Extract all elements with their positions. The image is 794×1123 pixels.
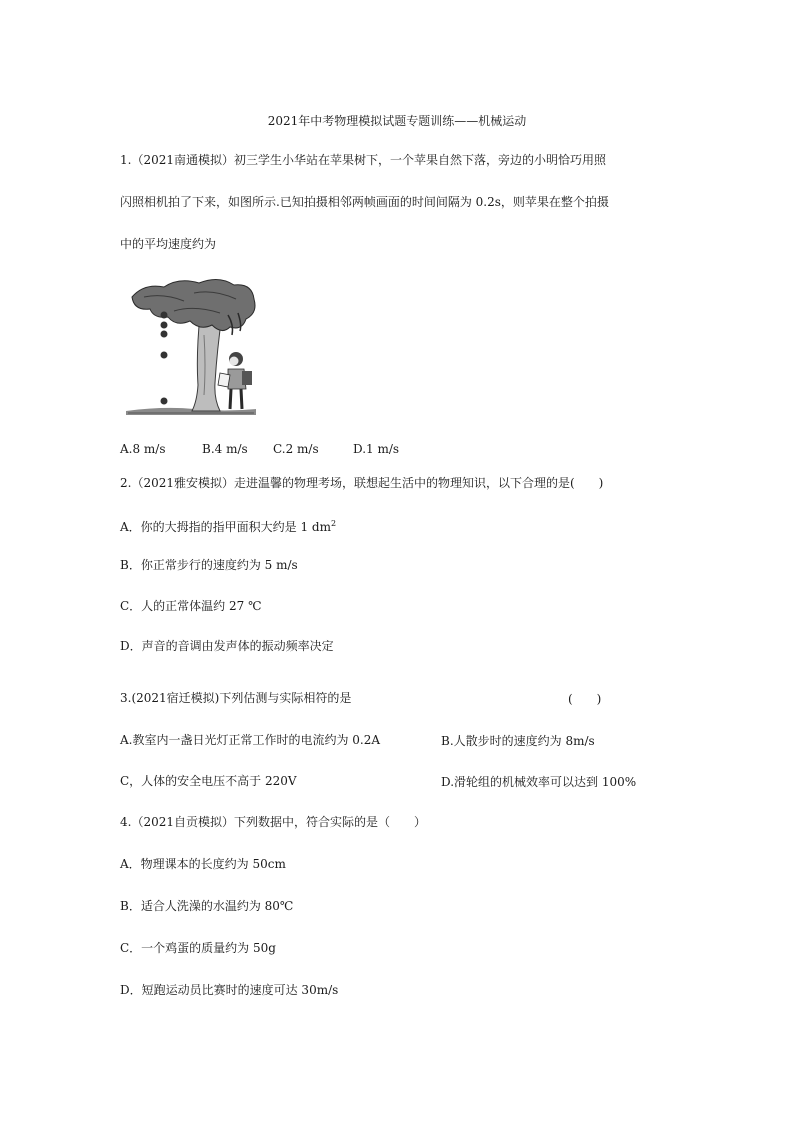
q1-option-a: A.8 m/s	[120, 442, 166, 456]
q3-stem: 3.(2021宿迁模拟)下列估测与实际相符的是	[120, 691, 352, 705]
q1-stem-line-2: 闪照相机拍了下来，如图所示.已知拍摄相邻两帧画面的时间间隔为 0.2s，则苹果在整个拍摄	[120, 195, 609, 209]
q1-stem-line-1: 1.（2021南通模拟）初三学生小华站在苹果树下，一个苹果自然下落，旁边的小明恰巧用照	[120, 153, 606, 167]
q2-option-a-text: A．你的大拇指的指甲面积大约是 1 dm	[120, 520, 331, 534]
q2-option-c: C．人的正常体温约 27 ℃	[120, 599, 262, 613]
q2-option-a	[120, 516, 336, 535]
q3-option-b: B.人散步时的速度约为 8m/s	[441, 734, 595, 748]
q2-option-a-superscript: 2	[331, 519, 337, 528]
q1-options	[120, 442, 399, 456]
q3-option-a: A.教室内一盏日光灯正常工作时的电流约为 0.2A	[120, 733, 381, 747]
q4-option-b: B．适合人洗澡的水温约为 80℃	[120, 899, 294, 913]
q4-option-c: C．一个鸡蛋的质量约为 50g	[120, 941, 276, 955]
q3-answer-paren: ( )	[568, 692, 602, 706]
q1-option-c: C.2 m/s	[273, 442, 319, 456]
q3-option-c: C，人体的安全电压不高于 220V	[120, 774, 297, 788]
q2-stem: 2.（2021雅安模拟）走进温馨的物理考场，联想起生活中的物理知识，以下合理的是( )	[120, 476, 604, 490]
q4-option-d: D．短跑运动员比赛时的速度可达 30m/s	[120, 983, 339, 997]
q2-option-d: D．声音的音调由发声体的振动频率决定	[120, 639, 334, 653]
apple-tree-illustration	[124, 275, 258, 420]
q1-option-b: B.4 m/s	[202, 442, 248, 456]
document-title: 2021年中考物理模拟试题专题训练——机械运动	[267, 114, 527, 128]
q4-stem: 4.（2021自贡模拟）下列数据中，符合实际的是（ ）	[120, 815, 426, 829]
q3-option-d: D.滑轮组的机械效率可以达到 100%	[441, 775, 637, 789]
q2-option-b: B．你正常步行的速度约为 5 m/s	[120, 558, 298, 572]
q1-stem-line-3: 中的平均速度约为	[120, 237, 217, 251]
q1-option-d: D.1 m/s	[353, 442, 400, 456]
q4-option-a: A．物理课本的长度约为 50cm	[120, 857, 286, 871]
